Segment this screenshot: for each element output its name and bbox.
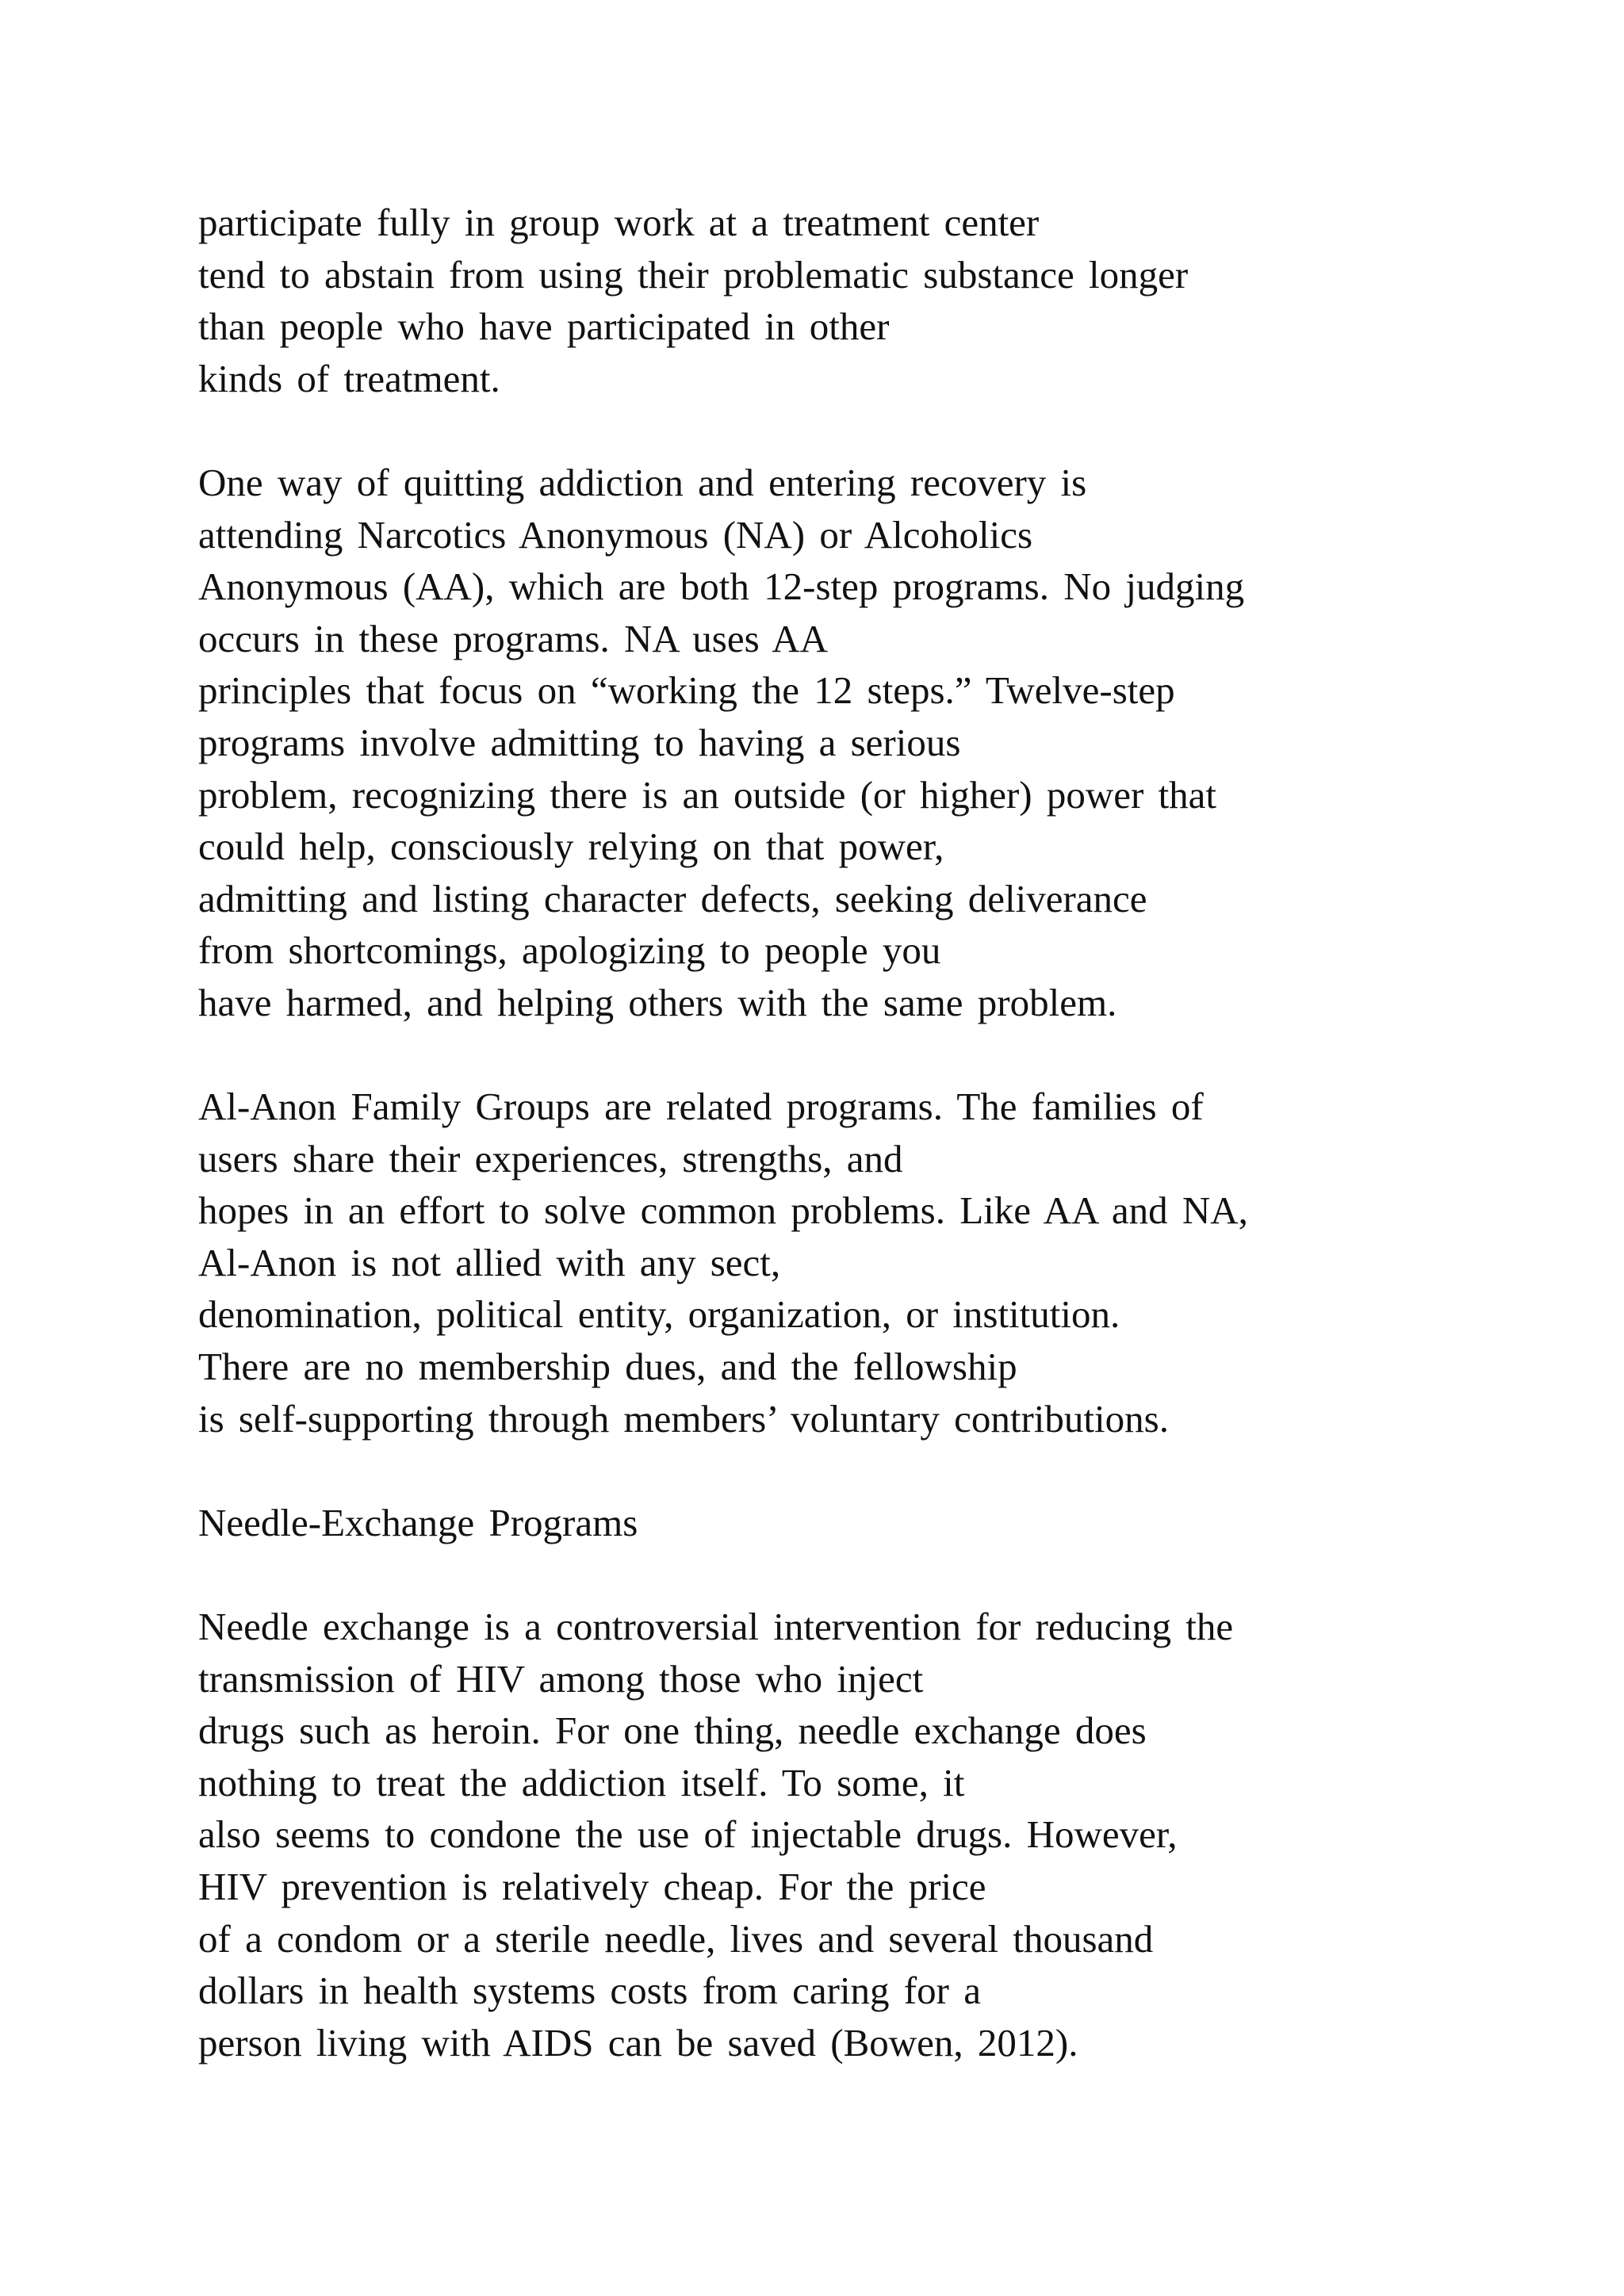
text-line: attending Narcotics Anonymous (NA) or Alcoholics <box>198 512 1033 557</box>
text-line: from shortcomings, apologizing to people you <box>198 928 941 973</box>
text-line: Anonymous (AA), which are both 12-step programs. No judging <box>198 564 1245 609</box>
paragraph-al-anon <box>198 1081 1546 1445</box>
text-line: also seems to condone the use of injectable drugs. However, <box>198 1812 1178 1857</box>
text-line: person living with AIDS can be saved (Bowen, 2012). <box>198 2020 1078 2064</box>
text-line: participate fully in group work at a treatment center <box>198 201 1040 244</box>
text-line: programs involve admitting to having a serious <box>198 720 961 764</box>
section-heading: Needle-Exchange Programs <box>198 1500 638 1544</box>
text-line: than people who have participated in other <box>198 304 890 349</box>
text-line: admitting and listing character defects, seeking deliverance <box>198 876 1147 920</box>
text-line: hopes in an effort to solve common problems. Like AA and NA, <box>198 1188 1248 1233</box>
text-line: principles that focus on “working the 12 steps.” Twelve-step <box>198 668 1175 713</box>
text-line: drugs such as heroin. For one thing, needle exchange does <box>198 1709 1147 1753</box>
text-line: of a condom or a sterile needle, lives and several thousand <box>198 1916 1154 1961</box>
text-line: nothing to treat the addiction itself. To some, it <box>198 1760 965 1804</box>
text-line: problem, recognizing there is an outside (or higher) power that <box>198 772 1217 817</box>
text-line: denomination, political entity, organization, or institution. <box>198 1292 1120 1337</box>
document-body <box>198 197 1546 2121</box>
text-line: occurs in these programs. NA uses AA <box>198 616 829 660</box>
section-heading-needle-exchange <box>198 1497 1546 1549</box>
text-line: There are no membership dues, and the fellowship <box>198 1345 1017 1389</box>
text-line: One way of quitting addiction and entering recovery is <box>198 460 1087 504</box>
text-line: users share their experiences, strengths, and <box>198 1136 903 1181</box>
text-line: kinds of treatment. <box>198 356 500 400</box>
text-line: transmission of HIV among those who inject <box>198 1656 924 1701</box>
paragraph-twelve-step <box>198 457 1546 1029</box>
paragraph-needle-exchange <box>198 1601 1546 2068</box>
text-line: HIV prevention is relatively cheap. For the price <box>198 1865 986 1908</box>
paragraph-group-treatment <box>198 197 1546 404</box>
text-line: have harmed, and helping others with the same problem. <box>198 980 1117 1024</box>
text-line: Al-Anon Family Groups are related programs. The families of <box>198 1085 1204 1129</box>
text-line: is self-supporting through members’ voluntary contributions. <box>198 1396 1169 1441</box>
text-line: dollars in health systems costs from caring for a <box>198 1969 981 2013</box>
text-line: tend to abstain from using their problematic substance longer <box>198 252 1189 297</box>
text-line: Needle exchange is a controversial intervention for reducing the <box>198 1605 1234 1649</box>
text-line: Al-Anon is not allied with any sect, <box>198 1240 781 1284</box>
text-line: could help, consciously relying on that power, <box>198 825 944 869</box>
